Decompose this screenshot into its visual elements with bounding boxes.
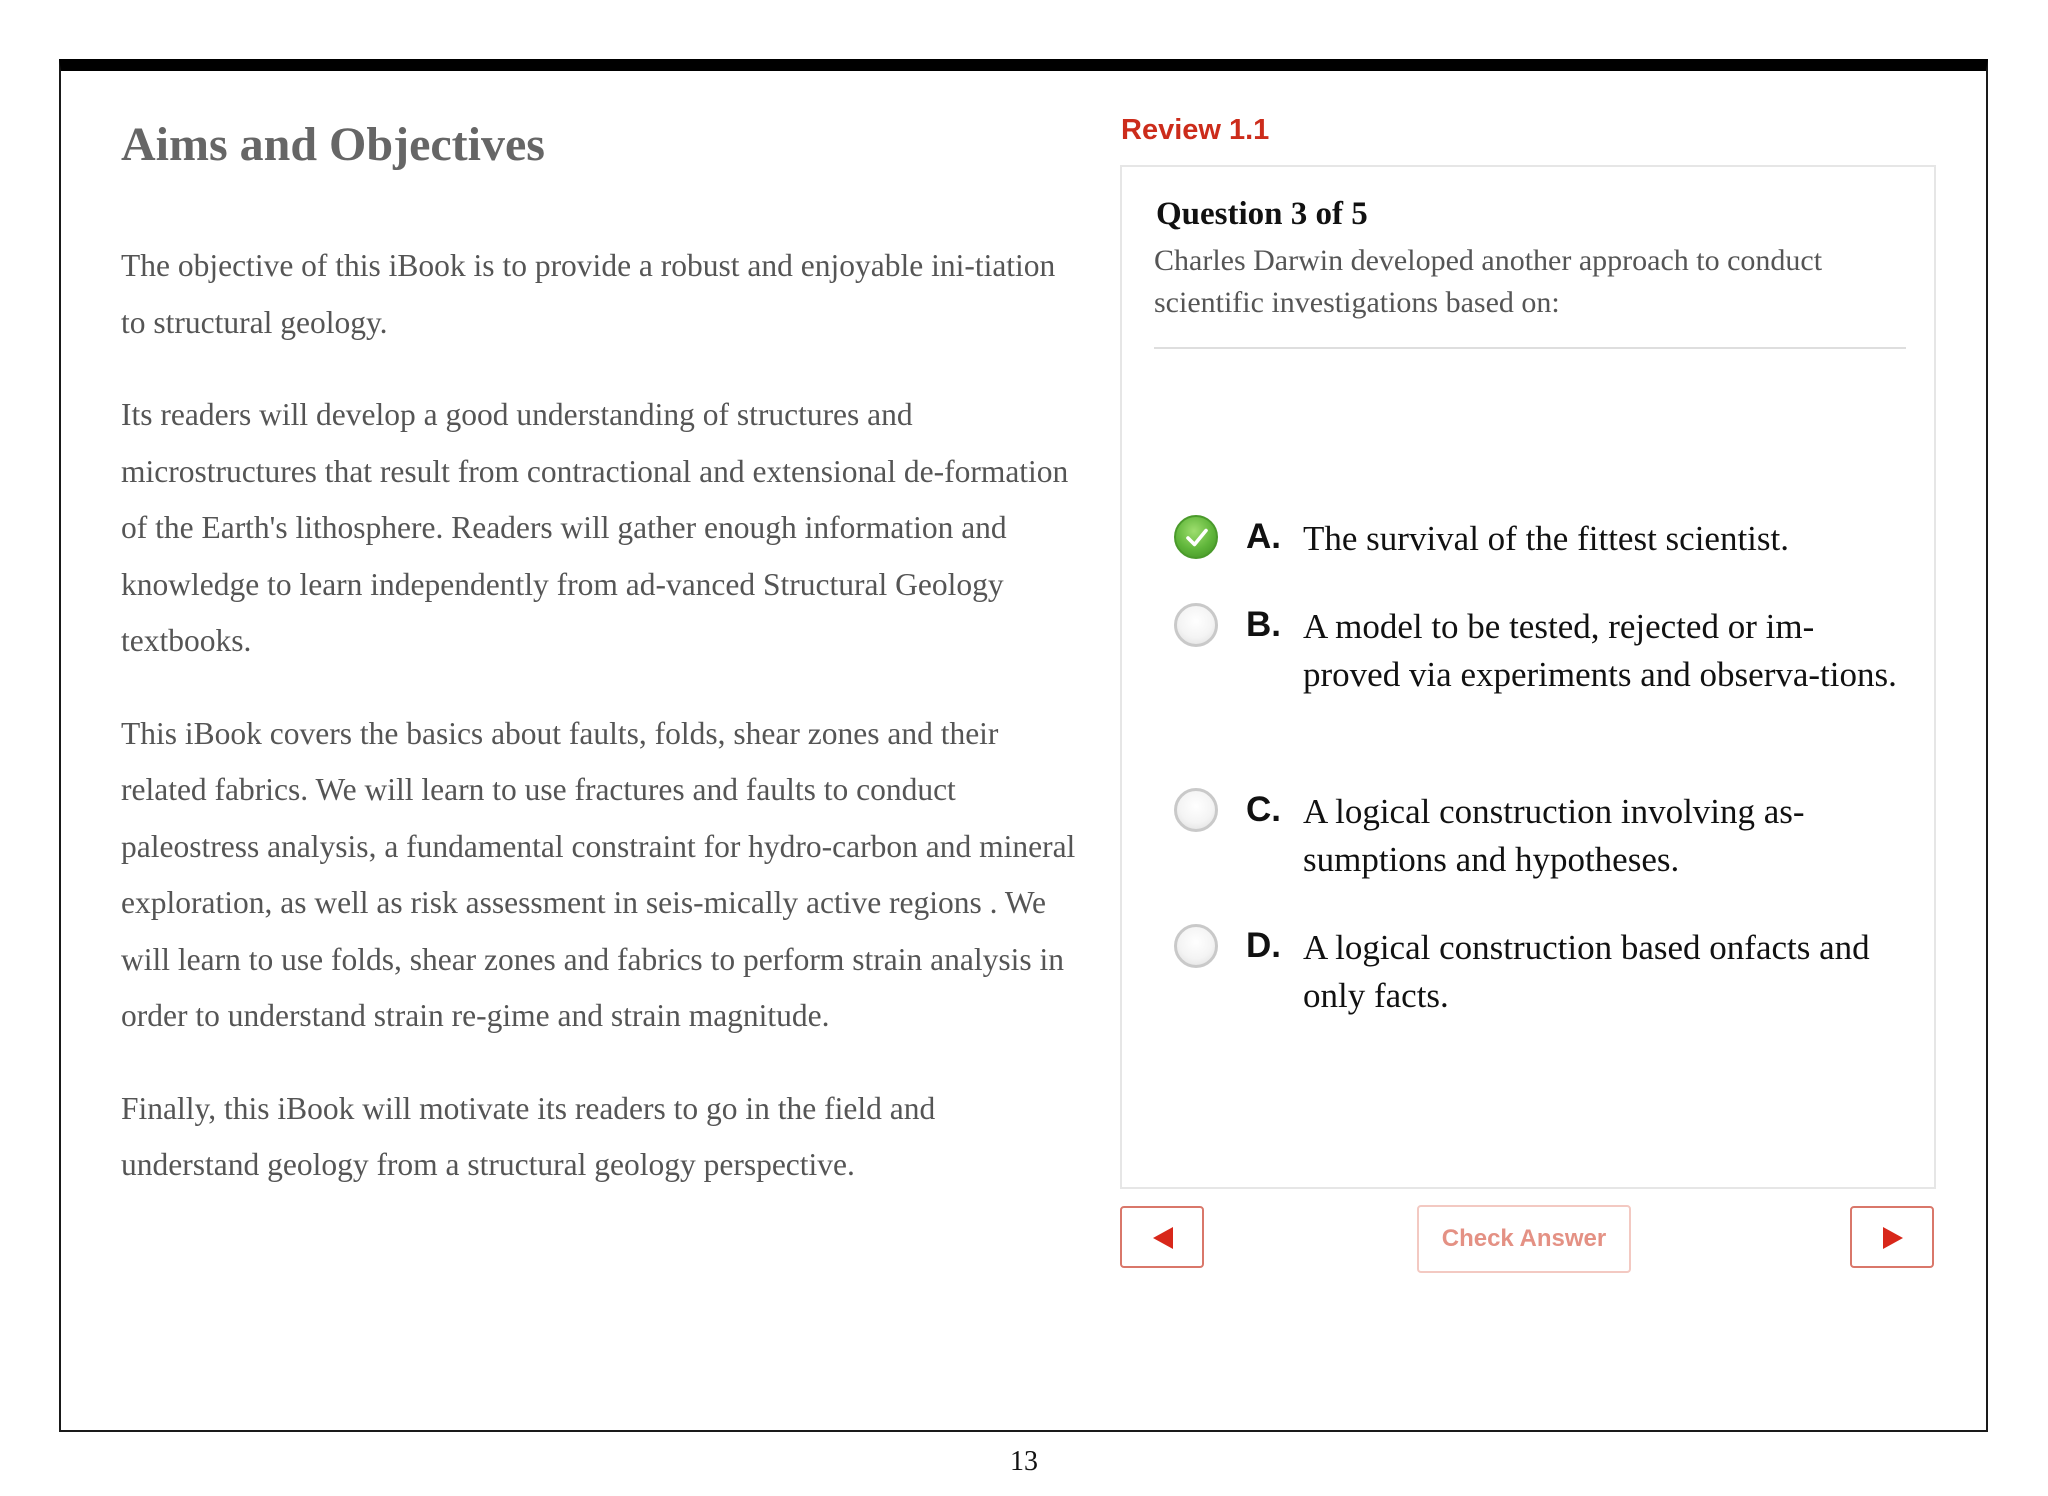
review-title: Review 1.1 (1121, 114, 1270, 146)
right-triangle-icon (1881, 1226, 1905, 1250)
answer-text: The survival of the fittest scientist. (1303, 519, 1790, 558)
radio-unselected-icon[interactable] (1174, 788, 1218, 832)
left-column (121, 112, 1081, 1230)
check-answer-button[interactable]: Check Answer (1417, 1205, 1631, 1273)
answer-letter: D. (1246, 926, 1281, 965)
answer-text: A model to be tested, rejected or im-proved via experiments and observa-tions. (1303, 607, 1897, 694)
page-title: Aims and Objectives (121, 118, 545, 171)
body-paragraph-1: The objective of this iBook is to provide a robust and enjoyable ini-tiation to structural geology. (121, 248, 1056, 340)
body-paragraph-4: Finally, this iBook will motivate its readers to go in the field and understand geology from a structural geology perspective. (121, 1090, 936, 1182)
answer-letter: C. (1246, 790, 1281, 829)
radio-unselected-icon[interactable] (1174, 603, 1218, 647)
checkmark-icon (1185, 527, 1209, 549)
answer-text: A logical construction based onfacts and only facts. (1303, 928, 1870, 1015)
radio-unselected-icon[interactable] (1174, 924, 1218, 968)
radio-selected-icon[interactable] (1174, 515, 1218, 559)
question-heading: Question 3 of 5 (1156, 196, 1368, 232)
next-question-button[interactable] (1850, 1206, 1934, 1268)
page-number: 13 (1010, 1446, 1038, 1477)
body-paragraph-3: This iBook covers the basics about faults, folds, shear zones and their related fabrics. We will learn to use fractures and faults to conduct paleostress analysis, a fundamental constraint for hydro-carbon and mineral exploration, as well as risk assessment in seis-mically active regions . We will learn to use folds, shear zones and fabrics to perform strain analysis in order to understand strain re-gime and strain magnitude. (121, 715, 1076, 1033)
previous-question-button[interactable] (1120, 1206, 1204, 1268)
answer-text: A logical construction involving as-sumptions and hypotheses. (1303, 792, 1805, 879)
body-paragraph-2: Its readers will develop a good understanding of structures and microstructures that result from contractional and extensional de-formation of the Earth's lithosphere. Readers will gather enough information and knowledge to learn independently from ad-vanced Structural Geology textbooks. (121, 397, 1069, 658)
question-divider (1154, 347, 1906, 349)
answer-letter: A. (1246, 517, 1281, 556)
quiz-card (1120, 165, 1936, 1189)
answer-letter: B. (1246, 605, 1281, 644)
question-text: Charles Darwin developed another approach to conduct scientific investigations based on: (1154, 244, 1823, 319)
left-triangle-icon (1151, 1226, 1175, 1250)
